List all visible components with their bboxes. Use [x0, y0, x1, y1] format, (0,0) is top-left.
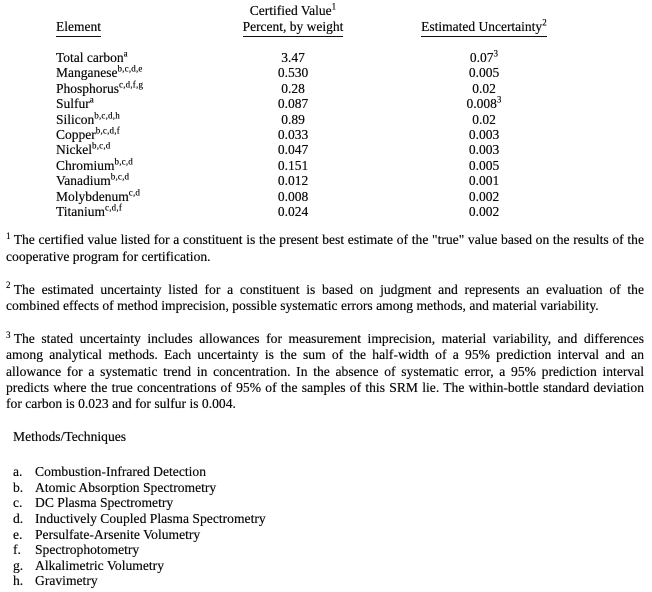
certified-value-cell: 0.024 [277, 204, 309, 220]
table-row [0, 173, 644, 188]
certified-value-cell: 0.89 [281, 111, 305, 127]
uncertainty-cell: 0.003 [468, 127, 500, 143]
element-cell: Sulfur$^a$ [56, 94, 94, 112]
method-note: b,c,d [114, 156, 134, 167]
method-text: Combustion-Infrared Detection [35, 464, 207, 480]
header-certified-value-line1: Certified Value$^1$ [249, 1, 337, 18]
method-label: f. [13, 542, 21, 558]
method-label: e. [13, 526, 23, 542]
method-text: Spectrophotometry [35, 542, 140, 558]
uncertainty-cell: 0.008$^3$ [466, 94, 502, 112]
footnote-ref: 3 [496, 94, 502, 105]
method-item [13, 558, 644, 574]
element-cell: Titanium$^{c,d,f}$ [56, 202, 123, 220]
table-header-row [0, 3, 644, 37]
header-element [0, 19, 232, 37]
header-element-label: Element [56, 19, 101, 37]
uncertainty-cell: 0.002 [468, 188, 500, 204]
certified-value-cell: 0.28 [281, 80, 305, 96]
method-label: c. [13, 495, 23, 511]
method-item [13, 527, 644, 543]
method-text: DC Plasma Spectrometry [35, 495, 174, 511]
footnotes-section [0, 232, 644, 412]
method-item [13, 542, 644, 558]
footnote-text: The estimated uncertainty listed for a constituent is based on judgment and represents an evaluation of the combined effects of method imprecision, possible systematic errors among methods, and material variability. [6, 281, 644, 314]
method-item [13, 495, 644, 511]
element-cell: Vanadium$^{b,c,d}$ [56, 171, 130, 189]
table-row [0, 189, 644, 204]
method-label: h. [13, 573, 24, 589]
method-text: Alkalimetric Volumetry [35, 557, 164, 573]
method-note: a [89, 94, 94, 105]
certified-value-cell: 0.530 [277, 65, 309, 81]
method-label: g. [13, 557, 24, 573]
table-row [0, 65, 644, 80]
uncertainty-cell: 0.005 [468, 65, 500, 81]
uncertainty-cell: 0.003 [468, 142, 500, 158]
uncertainty-cell: 0.005 [468, 157, 500, 173]
footnote-ref: 3 [493, 48, 499, 59]
footnote-marker: 3 [6, 329, 11, 340]
certified-value-cell: 0.008 [277, 188, 309, 204]
uncertainty-cell: 0.002 [468, 204, 500, 220]
method-label: a. [13, 464, 23, 480]
certified-values-table [0, 3, 644, 219]
method-note: b,c,d [92, 140, 111, 151]
uncertainty-cell: 0.02 [472, 111, 496, 127]
footnote-text: The certified value listed for a constituent is the present best estimate of the "true" value based on the results of the cooperative program for certification. [6, 232, 644, 264]
method-text: Inductively Coupled Plasma Spectrometry [35, 511, 266, 527]
element-cell: Copper$^{b,c,d,f}$ [56, 125, 120, 143]
table-row [0, 50, 644, 65]
footnote-ref-1: 1 [331, 1, 337, 12]
header-certified-value-line2: Percent, by weight [232, 19, 354, 37]
method-note: b,c,d,h [94, 110, 120, 121]
certified-value-cell: 3.47 [281, 50, 305, 65]
header-estimated-uncertainty: Estimated Uncertainty$^2$ [354, 19, 592, 37]
certified-value-cell: 0.087 [277, 96, 309, 112]
footnote-3 [6, 331, 644, 412]
method-note: c,d,f [105, 202, 123, 213]
method-note: c,d,f,g [119, 79, 144, 90]
uncertainty-cell: 0.07$^3$ [469, 48, 499, 65]
footnote-marker: 1 [6, 230, 11, 241]
method-text: Gravimetry [35, 573, 98, 589]
footnote-ref-2: 2 [542, 17, 547, 28]
element-cell: Manganese$^{b,c,d,e}$ [56, 63, 143, 81]
footnote-1 [6, 232, 644, 264]
element-cell: Silicon$^{b,c,d,h}$ [56, 110, 120, 127]
method-note: b,c,d,e [117, 63, 143, 74]
table-row [0, 204, 644, 219]
table-body [0, 50, 644, 219]
method-label: d. [13, 511, 24, 527]
element-cell: Phosphorus$^{c,d,f,g}$ [56, 79, 144, 96]
methods-section [0, 429, 644, 589]
certified-value-cell: 0.047 [277, 142, 309, 158]
method-label: b. [13, 479, 24, 495]
methods-list [13, 464, 644, 589]
table-row [0, 142, 644, 157]
table-row [0, 81, 644, 96]
footnote-marker: 2 [6, 280, 11, 291]
certified-value-cell: 0.012 [277, 173, 309, 189]
element-cell: Nickel$^{b,c,d}$ [56, 140, 111, 158]
method-note: b,c,d [110, 171, 130, 182]
uncertainty-cell: 0.02 [472, 80, 496, 96]
method-note: a [123, 48, 128, 59]
methods-heading: Methods/Techniques [13, 429, 127, 445]
method-text: Atomic Absorption Spectrometry [35, 479, 217, 495]
method-item [13, 480, 644, 496]
method-text: Persulfate-Arsenite Volumetry [35, 526, 201, 542]
method-item [13, 511, 644, 527]
method-note: b,c,d,f [95, 125, 120, 136]
method-item [13, 573, 644, 589]
certified-value-cell: 0.151 [277, 157, 309, 173]
footnote-2 [6, 282, 644, 314]
method-note: c,d [128, 187, 141, 198]
element-cell: Chromium$^{b,c,d}$ [56, 156, 134, 173]
certified-value-cell: 0.033 [277, 127, 309, 143]
header-certified-value [232, 3, 354, 37]
element-cell: Molybdenum$^{c,d}$ [56, 187, 141, 204]
table-row [0, 158, 644, 173]
uncertainty-cell: 0.001 [468, 173, 500, 189]
element-cell: Total carbon$^a$ [56, 48, 128, 65]
footnote-text: The stated uncertainty includes allowances for measurement imprecision, material variability, and differences among analytical methods. Each uncertainty is the sum of the half-width of a 95% prediction interval and an allowance for a systematic trend in concentration. In the absence of systematic error, a 95% prediction interval predicts where the true concentrations of 95% of the samples of this SRM lie. The within-bottle standard deviation for carbon is 0.023 and for sulfur is 0.004. [6, 331, 644, 412]
method-item [13, 464, 644, 480]
